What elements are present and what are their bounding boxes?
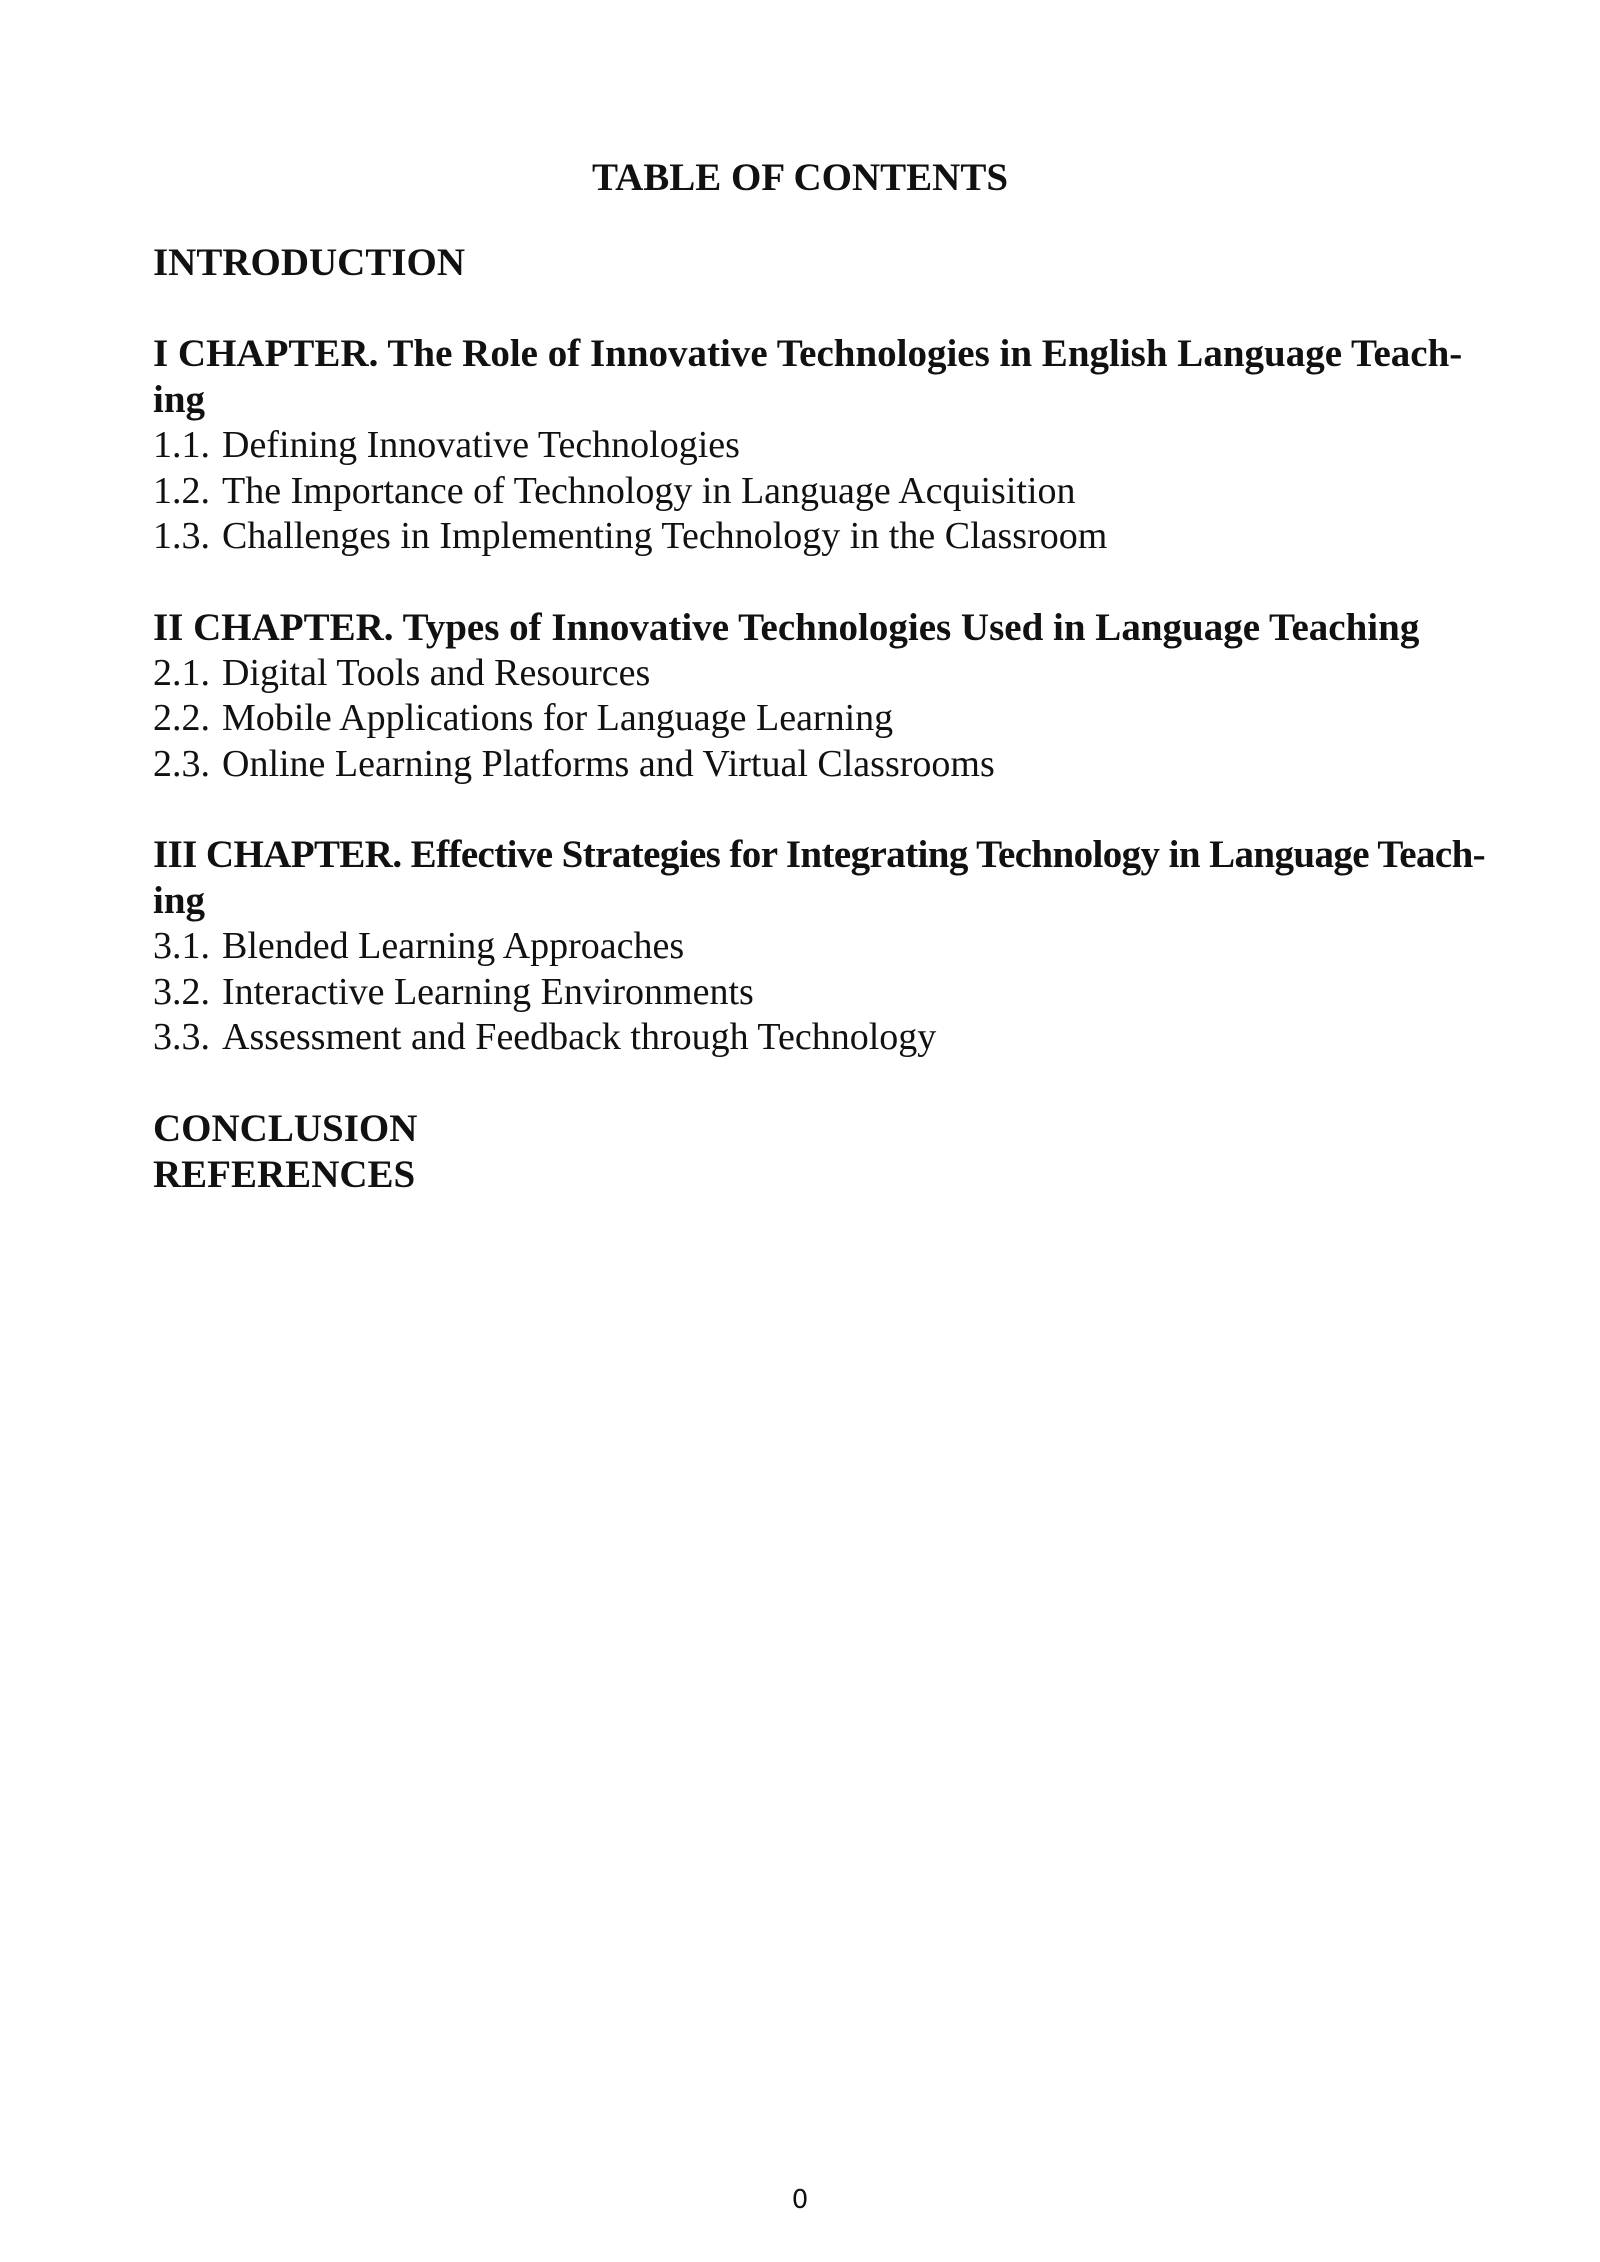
toc-entry-3-1 (153, 924, 1493, 970)
page-number: 0 (791, 2185, 809, 2215)
entry-title: Challenges in Implementing Technology in the Classroom (222, 515, 1108, 557)
entry-number: 2.3. (153, 742, 210, 785)
entry-title: Defining Innovative Technologies (222, 424, 740, 466)
entry-title: Digital Tools and Resources (222, 651, 651, 694)
entry-title: Online Learning Platforms and Virtual Classrooms (222, 742, 995, 785)
toc-entry-2-2 (153, 696, 1493, 742)
entry-number: 2.1. (153, 651, 210, 694)
toc-entry-1-2 (153, 469, 1493, 515)
entry-number: 3.1. (153, 925, 210, 967)
toc-back-matter (153, 1106, 1493, 1198)
toc-introduction (153, 240, 1493, 286)
entry-number: 3.2. (153, 970, 210, 1013)
toc-entry-2-3 (153, 742, 1493, 788)
conclusion-heading: CONCLUSION (153, 1106, 418, 1150)
toc-list (153, 240, 1493, 1243)
toc-entry-2-1 (153, 651, 1493, 697)
entry-number: 3.3. (153, 1016, 210, 1058)
introduction-heading: INTRODUCTION (153, 241, 466, 284)
chapter-3-heading-line-1: III CHAPTER. Effective Strategies for Integrating Technology in Language Teach- (153, 833, 1486, 876)
chapter-1-heading-line-2: ing (153, 378, 206, 421)
toc-chapter-3 (153, 832, 1493, 1061)
references-heading: REFERENCES (153, 1152, 416, 1196)
toc-entry-3-3 (153, 1015, 1493, 1061)
toc-entry-3-2 (153, 970, 1493, 1016)
toc-chapter-1 (153, 331, 1493, 560)
chapter-3-heading-line-2: ing (153, 879, 206, 922)
entry-number: 1.3. (153, 515, 210, 557)
page-title: TABLE OF CONTENTS (591, 156, 1009, 199)
toc-entry-1-1 (153, 423, 1493, 469)
entry-title: Assessment and Feedback through Technology (222, 1016, 937, 1058)
entry-title: Blended Learning Approaches (222, 925, 685, 967)
chapter-1-heading-line-1: I CHAPTER. The Role of Innovative Technologies in English Language Teach- (153, 332, 1463, 375)
entry-number: 2.2. (153, 697, 210, 739)
entry-number: 1.2. (153, 469, 210, 512)
entry-number: 1.1. (153, 424, 210, 466)
toc-entry-1-3 (153, 514, 1493, 560)
entry-title: Mobile Applications for Language Learning (222, 697, 894, 739)
chapter-2-heading: II CHAPTER. Types of Innovative Technologies Used in Language Teaching (153, 605, 1420, 649)
entry-title: Interactive Learning Environments (222, 970, 754, 1013)
entry-title: The Importance of Technology in Language Acquisition (222, 469, 1076, 512)
toc-chapter-2 (153, 605, 1493, 788)
